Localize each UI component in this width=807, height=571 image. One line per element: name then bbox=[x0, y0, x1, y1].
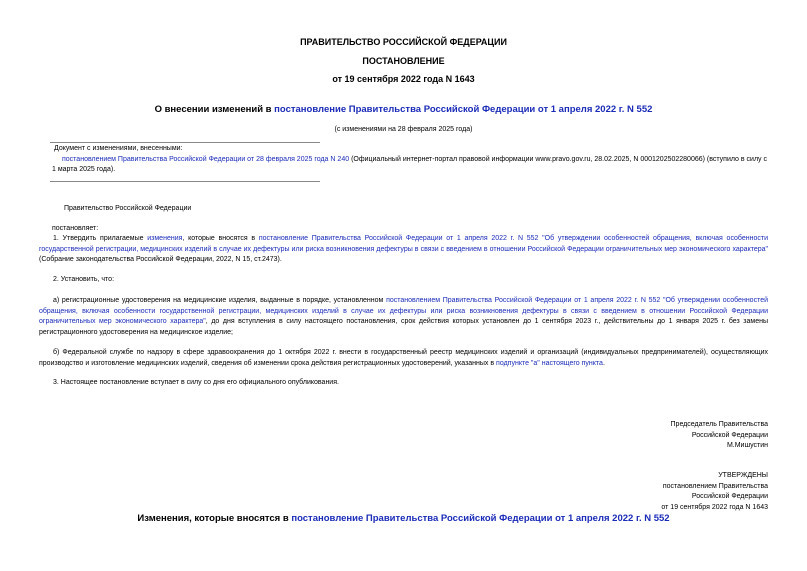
paragraph-1-link-resolution-552[interactable]: постановление Правительства Российской Федерации от 1 апреля 2022 г. N 552 "Об утверждении особенностей обращения, включая особенности государственной регистрации, медицинских изделий в случае их дефектуры или риска возникновения дефектуры в связи с введением в отношении Российской Федерации ограничительных мер экономического характера" bbox=[39, 235, 768, 253]
body-decrees: постановляет: bbox=[52, 225, 99, 232]
paragraph-2a-link-resolution-552[interactable]: постановлением Правительства Российской Федерации от 1 апреля 2022 г. N 552 "Об утверждении особенностей обращения, включая особенности государственной регистрации, медицинских изделий в случае их дефектуры или риска возникновения дефектуры в связи с введением в отношении Российской Федерации ограничительных мер экономического характера" bbox=[39, 297, 769, 325]
changes-title-prefix: Изменения, которые вносятся в bbox=[137, 513, 292, 524]
paragraph-2a bbox=[39, 296, 768, 338]
approved-block bbox=[500, 471, 768, 513]
changes-title-link-resolution-552[interactable]: постановление Правительства Российской Федерации от 1 апреля 2022 г. N 552 bbox=[291, 513, 670, 524]
paragraph-1-text-a: 1. Утвердить прилагаемые bbox=[53, 235, 148, 242]
paragraph-1-link-changes[interactable]: изменения bbox=[147, 235, 183, 242]
changes-box-link-resolution-240[interactable]: постановлением Правительства Российской Федерации от 28 февраля 2025 года N 240 bbox=[62, 155, 350, 163]
paragraph-1-text-c: (Собрание законодательства Российской Федерации, 2022, N 15, ст.2473). bbox=[39, 256, 282, 263]
approved-heading: УТВЕРЖДЕНЫ bbox=[718, 472, 768, 479]
paragraph-3: 3. Настоящее постановление вступает в силу со дня его официального опубликования. bbox=[53, 379, 339, 386]
changes-box-rest: (Официальный интернет-портал правовой информации www.pravo.gov.ru, 28.02.2025, N 0001202502280066) (вступило в силу с 1 марта 2025 года). bbox=[52, 155, 768, 173]
body-government: Правительство Российской Федерации bbox=[64, 205, 192, 212]
paragraph-2b-text-b: . bbox=[602, 359, 605, 367]
changes-box-intro: Документ с изменениями, внесенными: bbox=[54, 145, 183, 152]
approved-by: постановлением Правительства bbox=[662, 482, 768, 490]
document-type-heading: ПОСТАНОВЛЕНИЕ bbox=[362, 56, 445, 66]
document-title bbox=[0, 104, 807, 115]
document-date-number: от 19 сентября 2022 года N 1643 bbox=[332, 74, 475, 84]
changes-box bbox=[52, 144, 767, 176]
paragraph-2b-link-subparagraph-a[interactable]: подпункте "а" настоящего пункта bbox=[496, 359, 603, 367]
changes-title bbox=[0, 513, 807, 524]
paragraph-2a-text-a: а) регистрационные удостоверения на медицинские изделия, выданные в порядке, установленном bbox=[53, 297, 387, 304]
signature-name: М.Мишустин bbox=[726, 442, 768, 449]
changes-box-top-rule bbox=[50, 142, 320, 143]
title-prefix: О внесении изменений в bbox=[154, 104, 275, 115]
approved-country: Российской Федерации bbox=[691, 493, 768, 500]
paragraph-2: 2. Установить, что: bbox=[53, 276, 115, 283]
signature-title: Председатель Правительства bbox=[670, 421, 768, 428]
changes-box-text bbox=[52, 155, 767, 176]
approved-date-number: от 19 сентября 2022 года N 1643 bbox=[661, 503, 768, 511]
paragraph-1 bbox=[39, 234, 768, 266]
title-link-resolution-552[interactable]: постановление Правительства Российской Федерации от 1 апреля 2022 г. N 552 bbox=[274, 104, 653, 115]
paragraph-1-text-b: , которые вносятся в bbox=[182, 235, 259, 242]
paragraph-2b bbox=[39, 348, 768, 369]
changes-box-bottom-rule bbox=[50, 181, 320, 182]
signature-block bbox=[500, 420, 768, 452]
government-heading: ПРАВИТЕЛЬСТВО РОССИЙСКОЙ ФЕДЕРАЦИИ bbox=[300, 37, 507, 47]
revision-note: (с изменениями на 28 февраля 2025 года) bbox=[334, 126, 473, 133]
signature-country: Российской Федерации bbox=[691, 431, 768, 439]
paragraph-2b-text-a: б) Федеральной службе по надзору в сфере здравоохранения до 1 октября 2022 г. внести в государственный реестр медицинских изделий и организаций (индивидуальных предпринимателей), осуществляющих производство и изготовление медицинских изделий, сведения об изменении срока действия регистрационных удостоверений, указанных в bbox=[39, 349, 768, 367]
paragraph-2a-text-b: , до дня вступления в силу настоящего постановления, срок действия которых установлен до 1 сентября 2023 г., действительны до 1 января 2025 г. без замены регистрационного удостоверения на медицинское изделие; bbox=[39, 318, 768, 336]
